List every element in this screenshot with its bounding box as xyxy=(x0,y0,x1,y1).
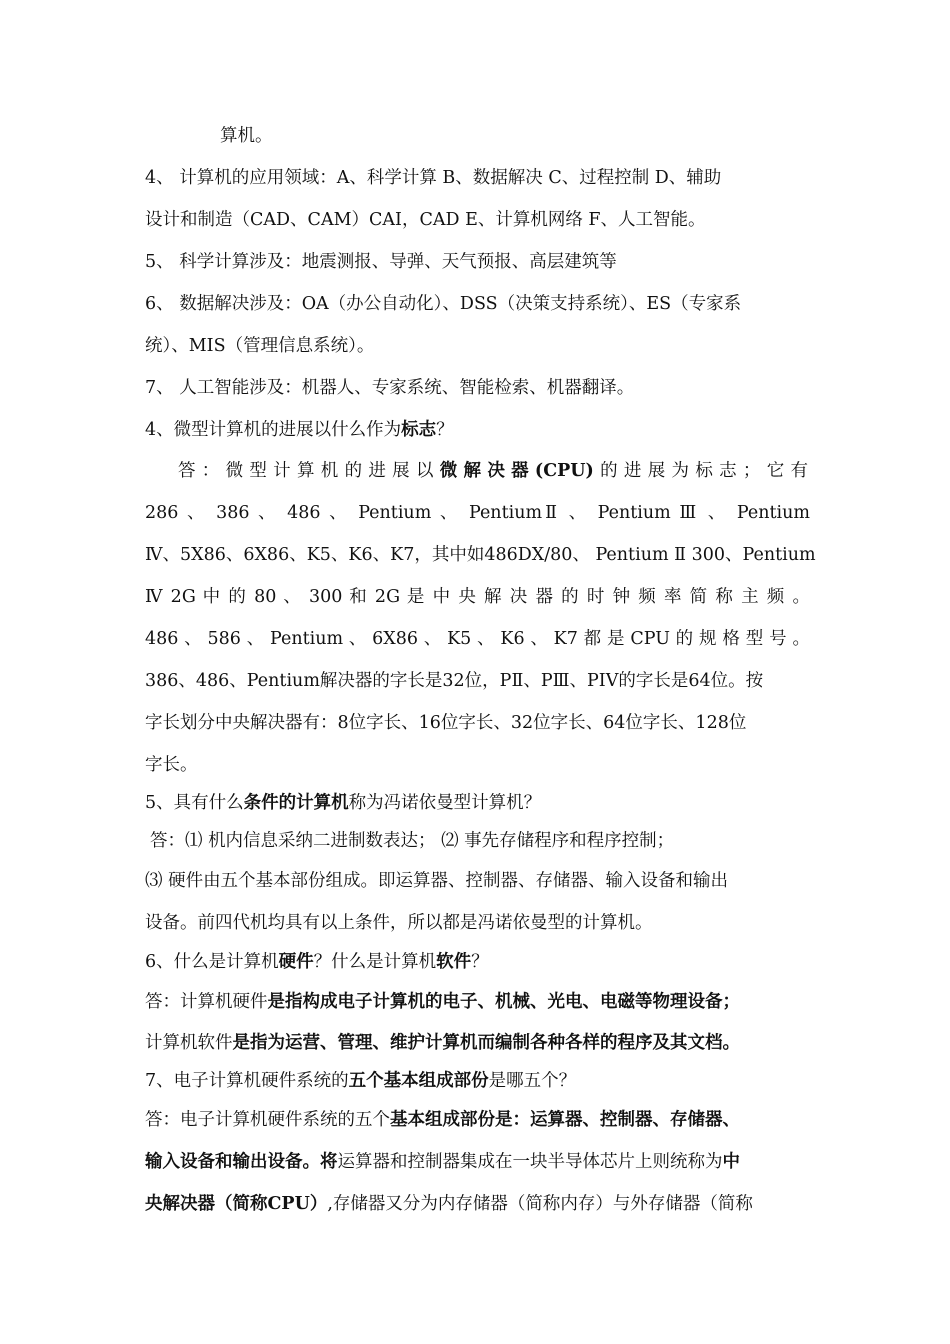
text-line: 计算机软件是指为运营、管理、维护计算机而编制各种各样的程序及其文档。 xyxy=(145,1033,740,1053)
text-line: 6、 数据解决涉及：OA（办公自动化）、DSS（决策支持系统）、ES（专家系 xyxy=(145,294,742,314)
text-line: 486 、 586 、 Pentium 、 6X86 、 K5 、 K6 、 K7 都 是 CPU 的 规 格 型 号 。 xyxy=(145,629,810,649)
text-line: Ⅳ、5X86、6X86、K5、K6、K7，其中如486DX/80、 Pentium Ⅱ 300、Pentium xyxy=(145,545,816,565)
question-heading: 4、微型计算机的进展以什么作为标志？ xyxy=(145,420,454,440)
text-line: 字长划分中央解决器有：8位字长、16位字长、32位字长、64位字长、128位 xyxy=(145,713,747,733)
question-heading: 6、什么是计算机硬件？什么是计算机软件？ xyxy=(145,952,489,972)
text-line: 7、 人工智能涉及：机器人、专家系统、智能检索、机器翻译。 xyxy=(145,378,635,398)
answer-line: 答：电子计算机硬件系统的五个基本组成部份是：运算器、控制器、存储器、 xyxy=(145,1110,740,1130)
text-line: 输入设备和输出设备。将运算器和控制器集成在一块半导体芯片上则统称为中 xyxy=(145,1152,740,1172)
question-heading: 7、电子计算机硬件系统的五个基本组成部份是哪五个？ xyxy=(145,1071,577,1091)
text-line: Ⅳ 2G 中 的 80 、 300 和 2G 是 中 央 解 决 器 的 时 钟 频 率 简 称 主 频 。 xyxy=(145,587,810,607)
text-line: 5、 科学计算涉及：地震测报、导弹、天气预报、高层建筑等 xyxy=(145,252,617,272)
text-line: 4、 计算机的应用领域：A、科学计算 B、数据解决 C、过程控制 D、辅助 xyxy=(145,168,722,188)
text-line: 设计和制造（CAD、CAM）CAI，CAD E、计算机网络 F、人工智能。 xyxy=(145,210,706,230)
text-line: 统）、MIS（管理信息系统）。 xyxy=(145,336,375,356)
text-line: 字长。 xyxy=(145,755,198,775)
text-line: 设备。前四代机均具有以上条件，所以都是冯诺依曼型的计算机。 xyxy=(145,913,653,933)
text-line: ⑶ 硬件由五个基本部份组成。即运算器、控制器、存储器、输入设备和输出 xyxy=(145,871,729,891)
text-line: 央解决器（简称CPU）,存储器又分为内存储器（简称内存）与外存储器（简称 xyxy=(145,1194,753,1214)
answer-line: 答：⑴ 机内信息采纳二进制数表达； ⑵ 事先存储程序和程序控制； xyxy=(150,831,675,851)
text-line: 286 、 386 、 486 、 Pentium 、 PentiumⅡ 、 Pentium Ⅲ 、 Pentium xyxy=(145,503,810,523)
text-line: 386、486、Pentium解决器的字长是32位，PⅡ、PⅢ、PIV的字长是64位。按 xyxy=(145,671,764,691)
answer-line: 答：计算机硬件是指构成电子计算机的电子、机械、光电、电磁等物理设备； xyxy=(145,992,740,1012)
answer-line: 答：微型计算机的进展以微解决器(CPU)的进展为标志；它有 xyxy=(178,461,808,481)
text-line: 算机。 xyxy=(220,126,273,146)
question-heading: 5、具有什么条件的计算机称为冯诺依曼型计算机？ xyxy=(145,793,542,813)
